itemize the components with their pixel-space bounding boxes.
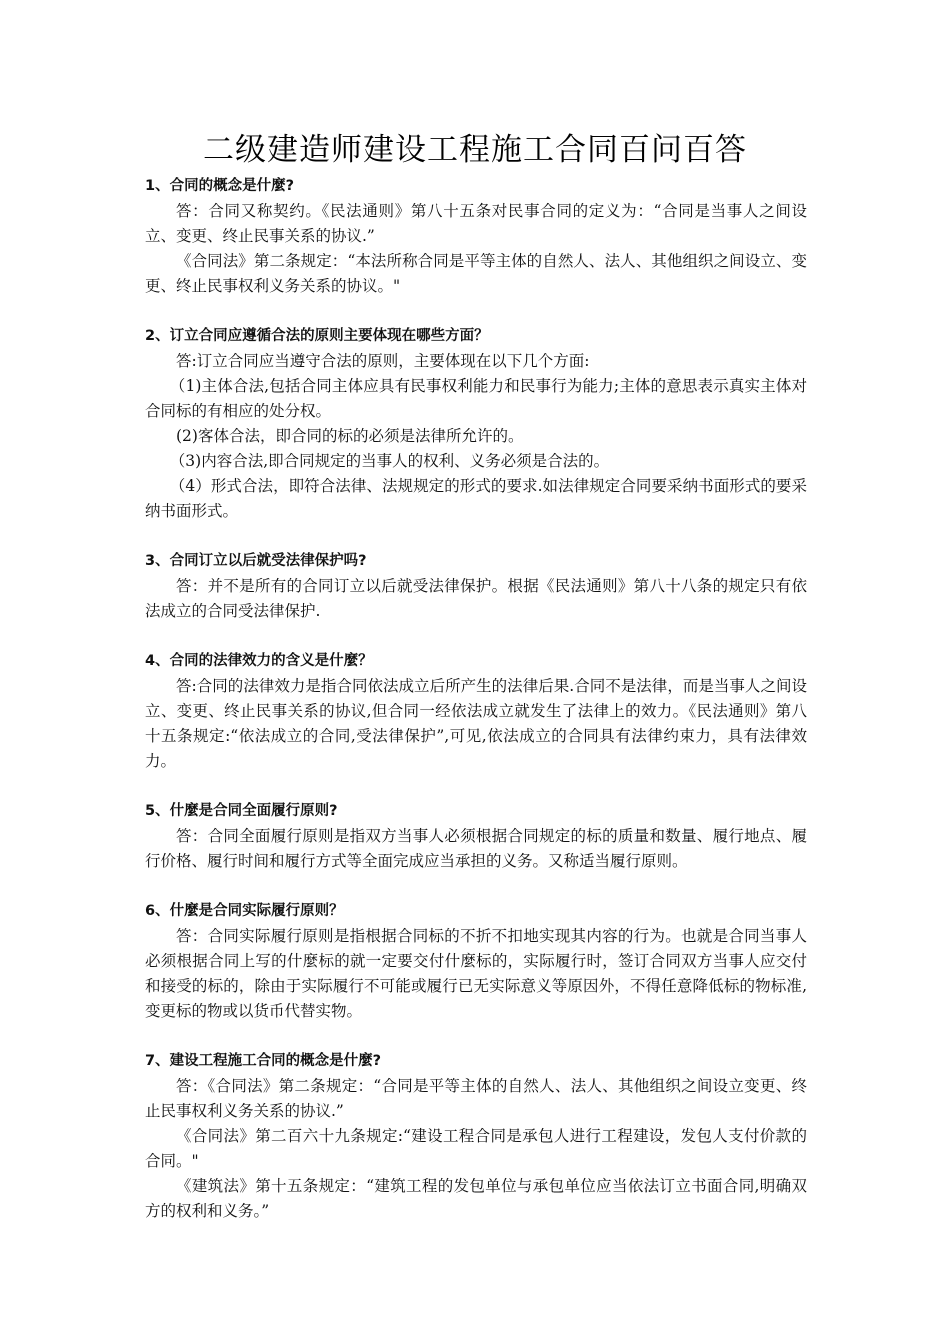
answer-paragraph: 《建筑法》第十五条规定：“建筑工程的发包单位与承包单位应当依法订立书面合同,明确双方的权利和义务。” [145,1177,807,1220]
question-heading: 2、订立合同应遵循合法的原则主要体现在哪些方面？ [145,328,489,344]
question-heading: 5、什麼是合同全面履行原则? [145,803,338,819]
question-heading: 1、合同的概念是什麼? [145,178,294,194]
answer-paragraph: 《合同法》第二百六十九条规定:“建设工程合同是承包人进行工程建设，发包人支付价款的合同。" [145,1127,807,1170]
answer-paragraph: （1)主体合法,包括合同主体应具有民事权利能力和民事行为能力;主体的意思表示真实主体对合同标的有相应的处分权。 [145,377,807,420]
answer-paragraph: 答：合同又称契约。《民法通则》第八十五条对民事合同的定义为：“合同是当事人之间设立、变更、终止民事关系的协议.” [145,202,807,245]
answer-paragraph: 答：合同全面履行原则是指双方当事人必须根据合同规定的标的质量和数量、履行地点、履行价格、履行时间和履行方式等全面完成应当承担的义务。又称适当履行原则。 [145,827,807,870]
qa-section-2 [145,324,807,524]
question-heading: 4、合同的法律效力的含义是什麼？ [145,653,373,669]
qa-section-4 [145,649,807,774]
answer-paragraph: 《合同法》第二条规定：“本法所称合同是平等主体的自然人、法人、其他组织之间设立、变更、终止民事权利义务关系的协议。" [145,252,807,295]
qa-section-1 [145,174,807,299]
answer-paragraph: 答：并不是所有的合同订立以后就受法律保护。根据《民法通则》第八十八条的规定只有依法成立的合同受法律保护. [145,577,807,620]
document-title: 二级建造师建设工程施工合同百问百答 [203,132,747,168]
qa-section-3 [145,549,807,624]
answer-paragraph: 答:合同的法律效力是指合同依法成立后所产生的法律后果.合同不是法律，而是当事人之间设立、变更、终止民事关系的协议,但合同一经依法成立就发生了法律上的效力。《民法通则》第八十五条规定:“依法成立的合同,受法律保护”,可见,依法成立的合同具有法律约束力，具有法律效力。 [145,677,807,770]
question-heading: 3、合同订立以后就受法律保护吗? [145,553,367,569]
document-body [145,174,807,1224]
question-heading: 7、建设工程施工合同的概念是什麼? [145,1053,381,1069]
qa-section-6 [145,899,807,1024]
answer-paragraph: （3)内容合法,即合同规定的当事人的权利、义务必须是合法的。 [169,452,610,470]
answer-paragraph: （4）形式合法，即符合法律、法规规定的形式的要求.如法律规定合同要采纳书面形式的要采纳书面形式。 [145,477,807,520]
answer-paragraph: 答：合同实际履行原则是指根据合同标的不折不扣地实现其内容的行为。也就是合同当事人必须根据合同上写的什麼标的就一定要交付什麼标的，实际履行时，签订合同双方当事人应交付和接受的标的，除由于实际履行不可能或履行已无实际意义等原因外，不得任意降低标的物标准,变更标的物或以货币代替实物。 [145,927,807,1020]
question-heading: 6、什麼是合同实际履行原则？ [145,903,344,919]
answer-paragraph: 答:订立合同应当遵守合法的原则，主要体现在以下几个方面: [176,352,590,370]
answer-paragraph: 答：《合同法》第二条规定：“合同是平等主体的自然人、法人、其他组织之间设立变更、终止民事权利义务关系的协议.” [145,1077,807,1120]
qa-section-5 [145,799,807,874]
answer-paragraph: (2)客体合法，即合同的标的必须是法律所允许的。 [176,427,524,445]
qa-section-7 [145,1049,807,1224]
